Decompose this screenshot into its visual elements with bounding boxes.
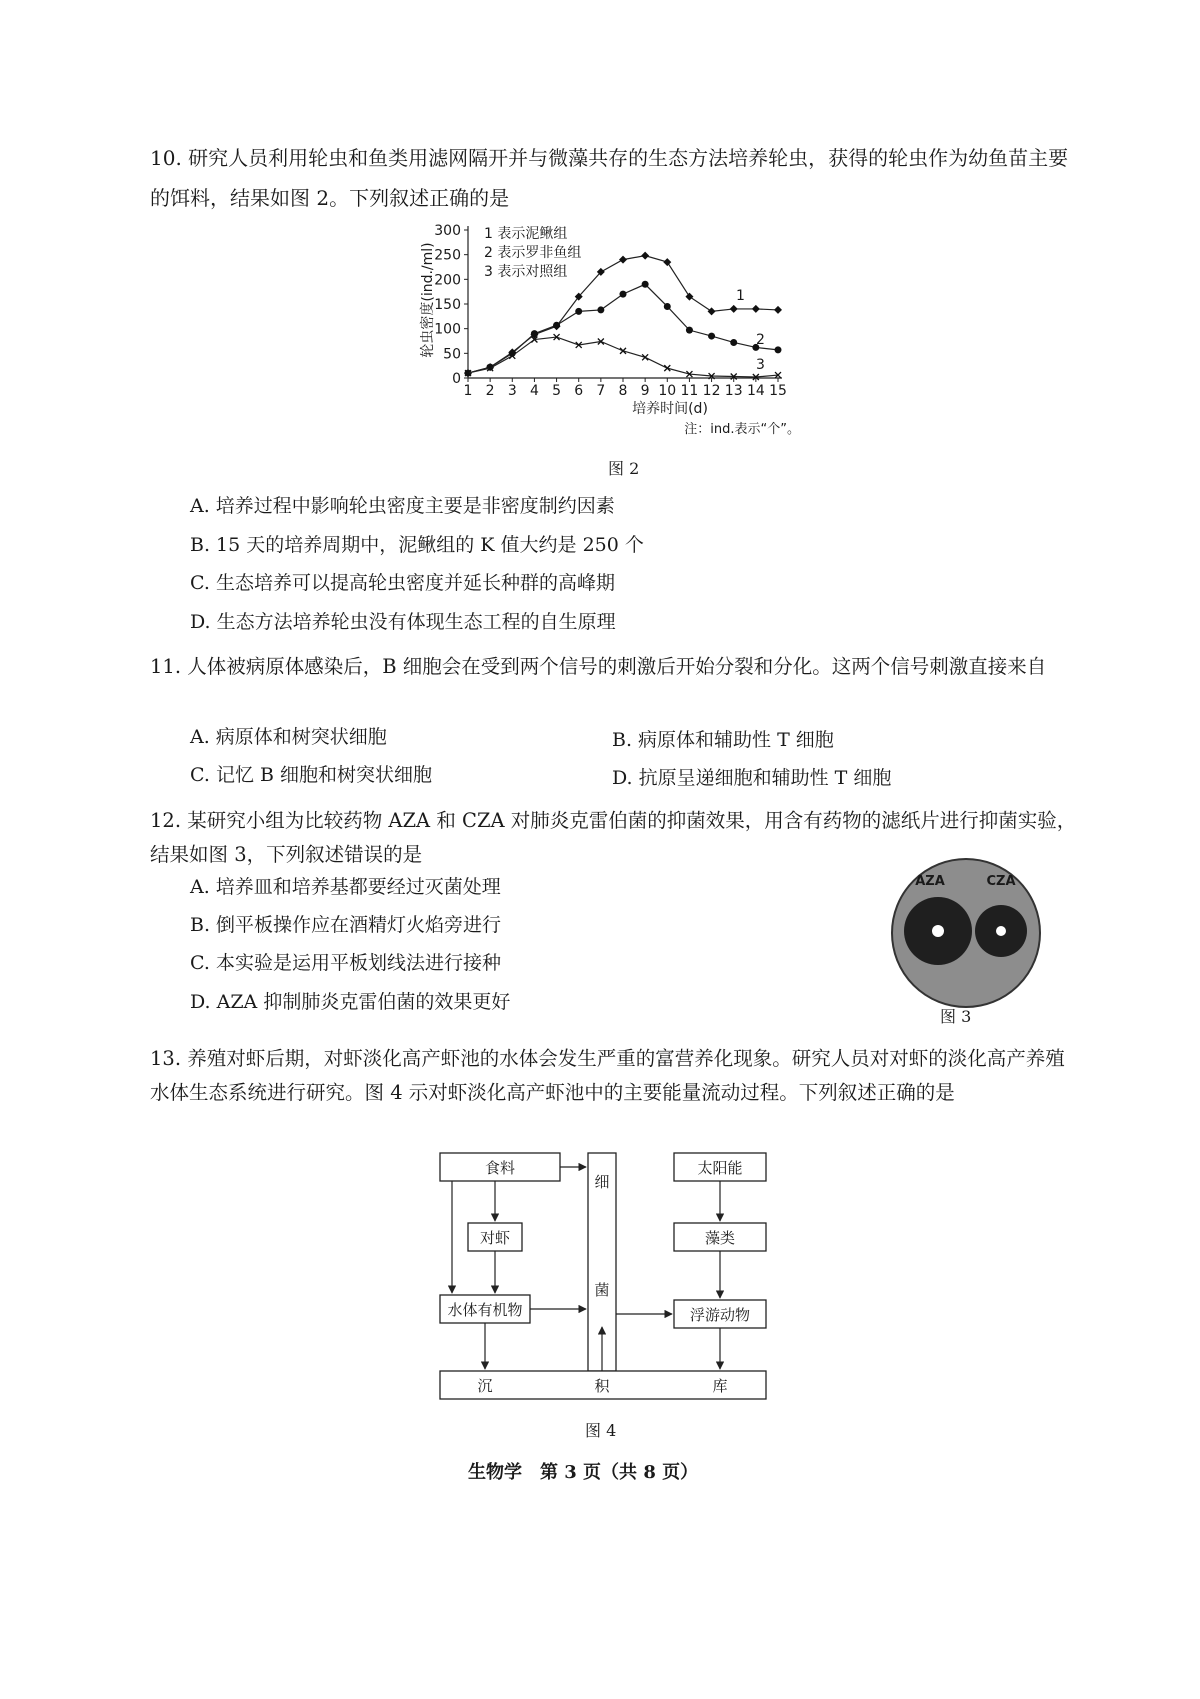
- series-point-2: [775, 346, 782, 353]
- series-point-2: [664, 303, 671, 310]
- figure-4-caption: 图 4: [585, 1421, 617, 1440]
- q12-option-a: A. 培养皿和培养基都要经过灭菌处理: [190, 876, 501, 898]
- y-tick-label: 0: [452, 371, 461, 387]
- y-tick-label: 150: [434, 297, 461, 313]
- series-label-2: 2: [756, 331, 765, 348]
- x-tick-label: 14: [746, 383, 765, 399]
- label-bacteria-1: 细: [594, 1173, 610, 1191]
- x-tick-label: 1: [463, 383, 473, 399]
- q12-option-d: D. AZA 抑制肺炎克雷伯菌的效果更好: [190, 991, 511, 1013]
- series-point-2: [686, 327, 693, 334]
- q11-option-d: D. 抗原呈递细胞和辅助性 T 细胞: [612, 767, 892, 789]
- label-zooplankton: 浮游动物: [689, 1306, 751, 1324]
- figure-2-chart: [410, 220, 830, 440]
- label-food: 食料: [484, 1159, 516, 1177]
- series-point-2: [597, 306, 604, 313]
- label-sediment-3: 库: [712, 1377, 728, 1395]
- legend-entry-2: 2 表示罗非鱼组: [484, 245, 582, 261]
- chart-legend: [484, 225, 581, 280]
- label-shrimp: 对虾: [479, 1229, 511, 1247]
- figure-2-caption: 图 2: [608, 459, 640, 478]
- legend-entry-1: 1 表示泥鳅组: [484, 226, 568, 242]
- x-tick-label: 3: [507, 383, 517, 399]
- x-tick-label: 5: [552, 383, 562, 399]
- q10-option-a: A. 培养过程中影响轮虫密度主要是非密度制约因素: [190, 495, 615, 517]
- series-point-1: [774, 306, 782, 314]
- series-point-1: [663, 258, 671, 266]
- legend-entry-3: 3 表示对照组: [484, 264, 568, 280]
- chart-note: 注：ind.表示“个”。: [684, 422, 800, 437]
- y-tick-label: 200: [434, 272, 461, 289]
- q10-option-d: D. 生态方法培养轮虫没有体现生态工程的自生原理: [190, 611, 616, 633]
- label-sediment-1: 沉: [477, 1377, 493, 1395]
- series-point-2: [642, 281, 649, 288]
- series-point-2: [575, 308, 582, 315]
- figure-3-petri-dish: [888, 855, 1048, 1015]
- series-point-2: [708, 333, 715, 340]
- q11-stem: 11. 人体被病原体感染后，B 细胞会在受到两个信号的刺激后开始分裂和分化。这两个信号刺激直接来自: [150, 655, 1047, 678]
- label-algae: 藻类: [704, 1229, 736, 1247]
- series-point-1: [730, 305, 738, 313]
- x-tick-label: 6: [574, 383, 584, 399]
- x-tick-label: 10: [658, 383, 677, 399]
- series-point-1: [641, 252, 649, 260]
- series-point-2: [620, 291, 627, 298]
- y-tick-label: 50: [443, 346, 461, 363]
- q12-option-b: B. 倒平板操作应在酒精灯火焰旁进行: [190, 914, 502, 936]
- x-tick-label: 13: [724, 383, 743, 399]
- aza-filter-paper: [932, 925, 944, 937]
- label-bacteria-2: 菌: [594, 1281, 610, 1299]
- figure-4-energy-flow: [430, 1145, 780, 1405]
- q11-option-b: B. 病原体和辅助性 T 细胞: [612, 729, 834, 751]
- figure-3-caption: 图 3: [940, 1007, 972, 1026]
- chart-ylabel: 轮虫密度(ind./ml): [420, 242, 436, 358]
- series-label-3: 3: [756, 357, 765, 374]
- y-tick-label: 300: [434, 223, 461, 239]
- x-tick-label: 7: [596, 383, 606, 399]
- series-point-2: [553, 322, 560, 329]
- y-tick-label: 250: [434, 247, 461, 264]
- x-tick-label: 11: [680, 383, 699, 399]
- q10-option-b: B. 15 天的培养周期中，泥鳅组的 K 值大约是 250 个: [190, 534, 644, 556]
- q10-option-c: C. 生态培养可以提高轮虫密度并延长种群的高峰期: [190, 572, 615, 594]
- x-tick-label: 8: [618, 383, 628, 399]
- q12-stem: 12. 某研究小组为比较药物 AZA 和 CZA 对肺炎克雷伯菌的抑菌效果，用含有药物的滤纸片进行抑菌实验，结果如图 3，下列叙述错误的是: [150, 809, 1077, 866]
- y-tick-label: 100: [434, 321, 461, 338]
- page-footer: 生物学 第 3 页（共 8 页）: [468, 1462, 699, 1483]
- x-tick-label: 15: [769, 383, 787, 399]
- q13-stem: 13. 养殖对虾后期，对虾淡化高产虾池的水体会发生严重的富营养化现象。研究人员对对虾的淡化高产养殖水体生态系统进行研究。图 4 示对虾淡化高产虾池中的主要能量流动过程。下列叙述正确的是: [150, 1047, 1065, 1104]
- series-point-2: [531, 330, 538, 337]
- series-point-1: [708, 307, 716, 315]
- chart-xlabel: 培养时间(d): [632, 401, 708, 417]
- q11-option-a: A. 病原体和树突状细胞: [190, 726, 387, 748]
- series-label-1: 1: [736, 287, 745, 304]
- series-point-2: [730, 339, 737, 346]
- x-tick-label: 9: [640, 383, 650, 399]
- series-point-1: [619, 256, 627, 264]
- aza-label: AZA: [915, 874, 945, 889]
- series-point-1: [752, 305, 760, 313]
- x-tick-label: 4: [529, 383, 539, 399]
- label-sun: 太阳能: [697, 1159, 743, 1177]
- x-tick-label: 12: [702, 383, 721, 399]
- x-tick-label: 2: [485, 383, 495, 399]
- q11-option-c: C. 记忆 B 细胞和树突状细胞: [190, 764, 432, 786]
- cza-filter-paper: [996, 926, 1006, 936]
- label-sediment-2: 积: [594, 1377, 610, 1395]
- label-organic-matter: 水体有机物: [447, 1301, 523, 1319]
- cza-label: CZA: [986, 874, 1016, 889]
- q12-option-c: C. 本实验是运用平板划线法进行接种: [190, 952, 501, 974]
- q10-stem: 10. 研究人员利用轮虫和鱼类用滤网隔开并与微藻共存的生态方法培养轮虫，获得的轮虫作为幼鱼苗主要的饵料，结果如图 2。下列叙述正确的是: [150, 146, 1069, 210]
- series-point-1: [685, 293, 693, 301]
